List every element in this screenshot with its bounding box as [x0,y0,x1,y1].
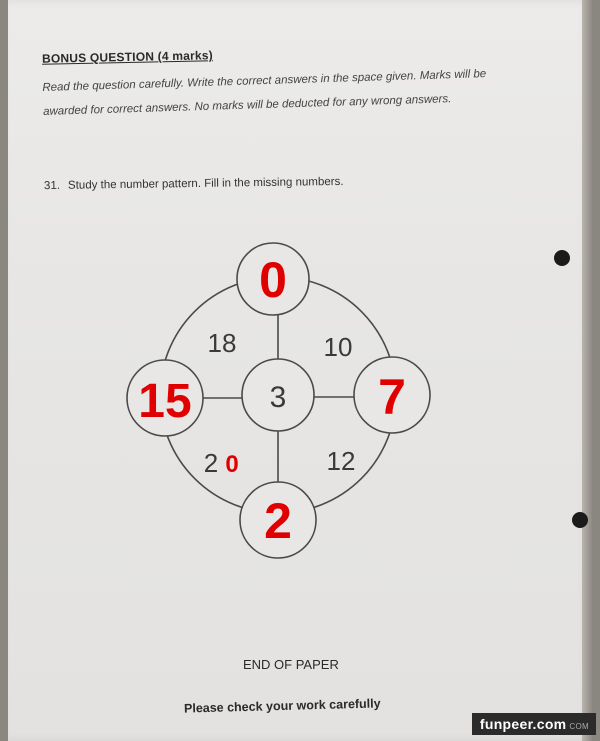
site-watermark [472,713,596,735]
quadrant-top-right: 10 [323,332,353,362]
answer-right: 7 [378,369,406,425]
question-number: 31. [43,179,61,193]
answer-left: 15 [138,375,192,428]
watermark-suffix: COM [569,722,589,731]
answer-top: 0 [259,252,287,308]
paper-edge-shadow [582,0,592,741]
end-of-paper: END OF PAPER [243,657,339,672]
exam-paper [8,0,592,741]
quadrant-top-left: 18 [207,328,237,358]
center-number: 3 [269,381,287,414]
quadrant-bottom-right: 12 [326,446,356,476]
section-heading: BONUS QUESTION (4 marks) [41,48,213,66]
instructions-text: Read the question carefully. Write the correct answers in the space given. Marks will be awarded for correct answers. No marks will be deducted for any wrong answers. [42,68,487,118]
punch-hole-top [554,250,570,266]
number-pattern-diagram [118,235,448,575]
quadrant-bottom-left-written: 0 [225,451,239,478]
check-work-note: Please check your work carefully [183,696,381,716]
question-text: Study the number pattern. Fill in the missing numbers. [67,175,344,192]
punch-hole-bottom [572,512,588,528]
question-31 [44,176,344,192]
watermark-site: funpeer.com [479,716,567,732]
quadrant-bottom-left-printed: 2 [203,448,219,478]
answer-bottom: 2 [264,493,292,549]
